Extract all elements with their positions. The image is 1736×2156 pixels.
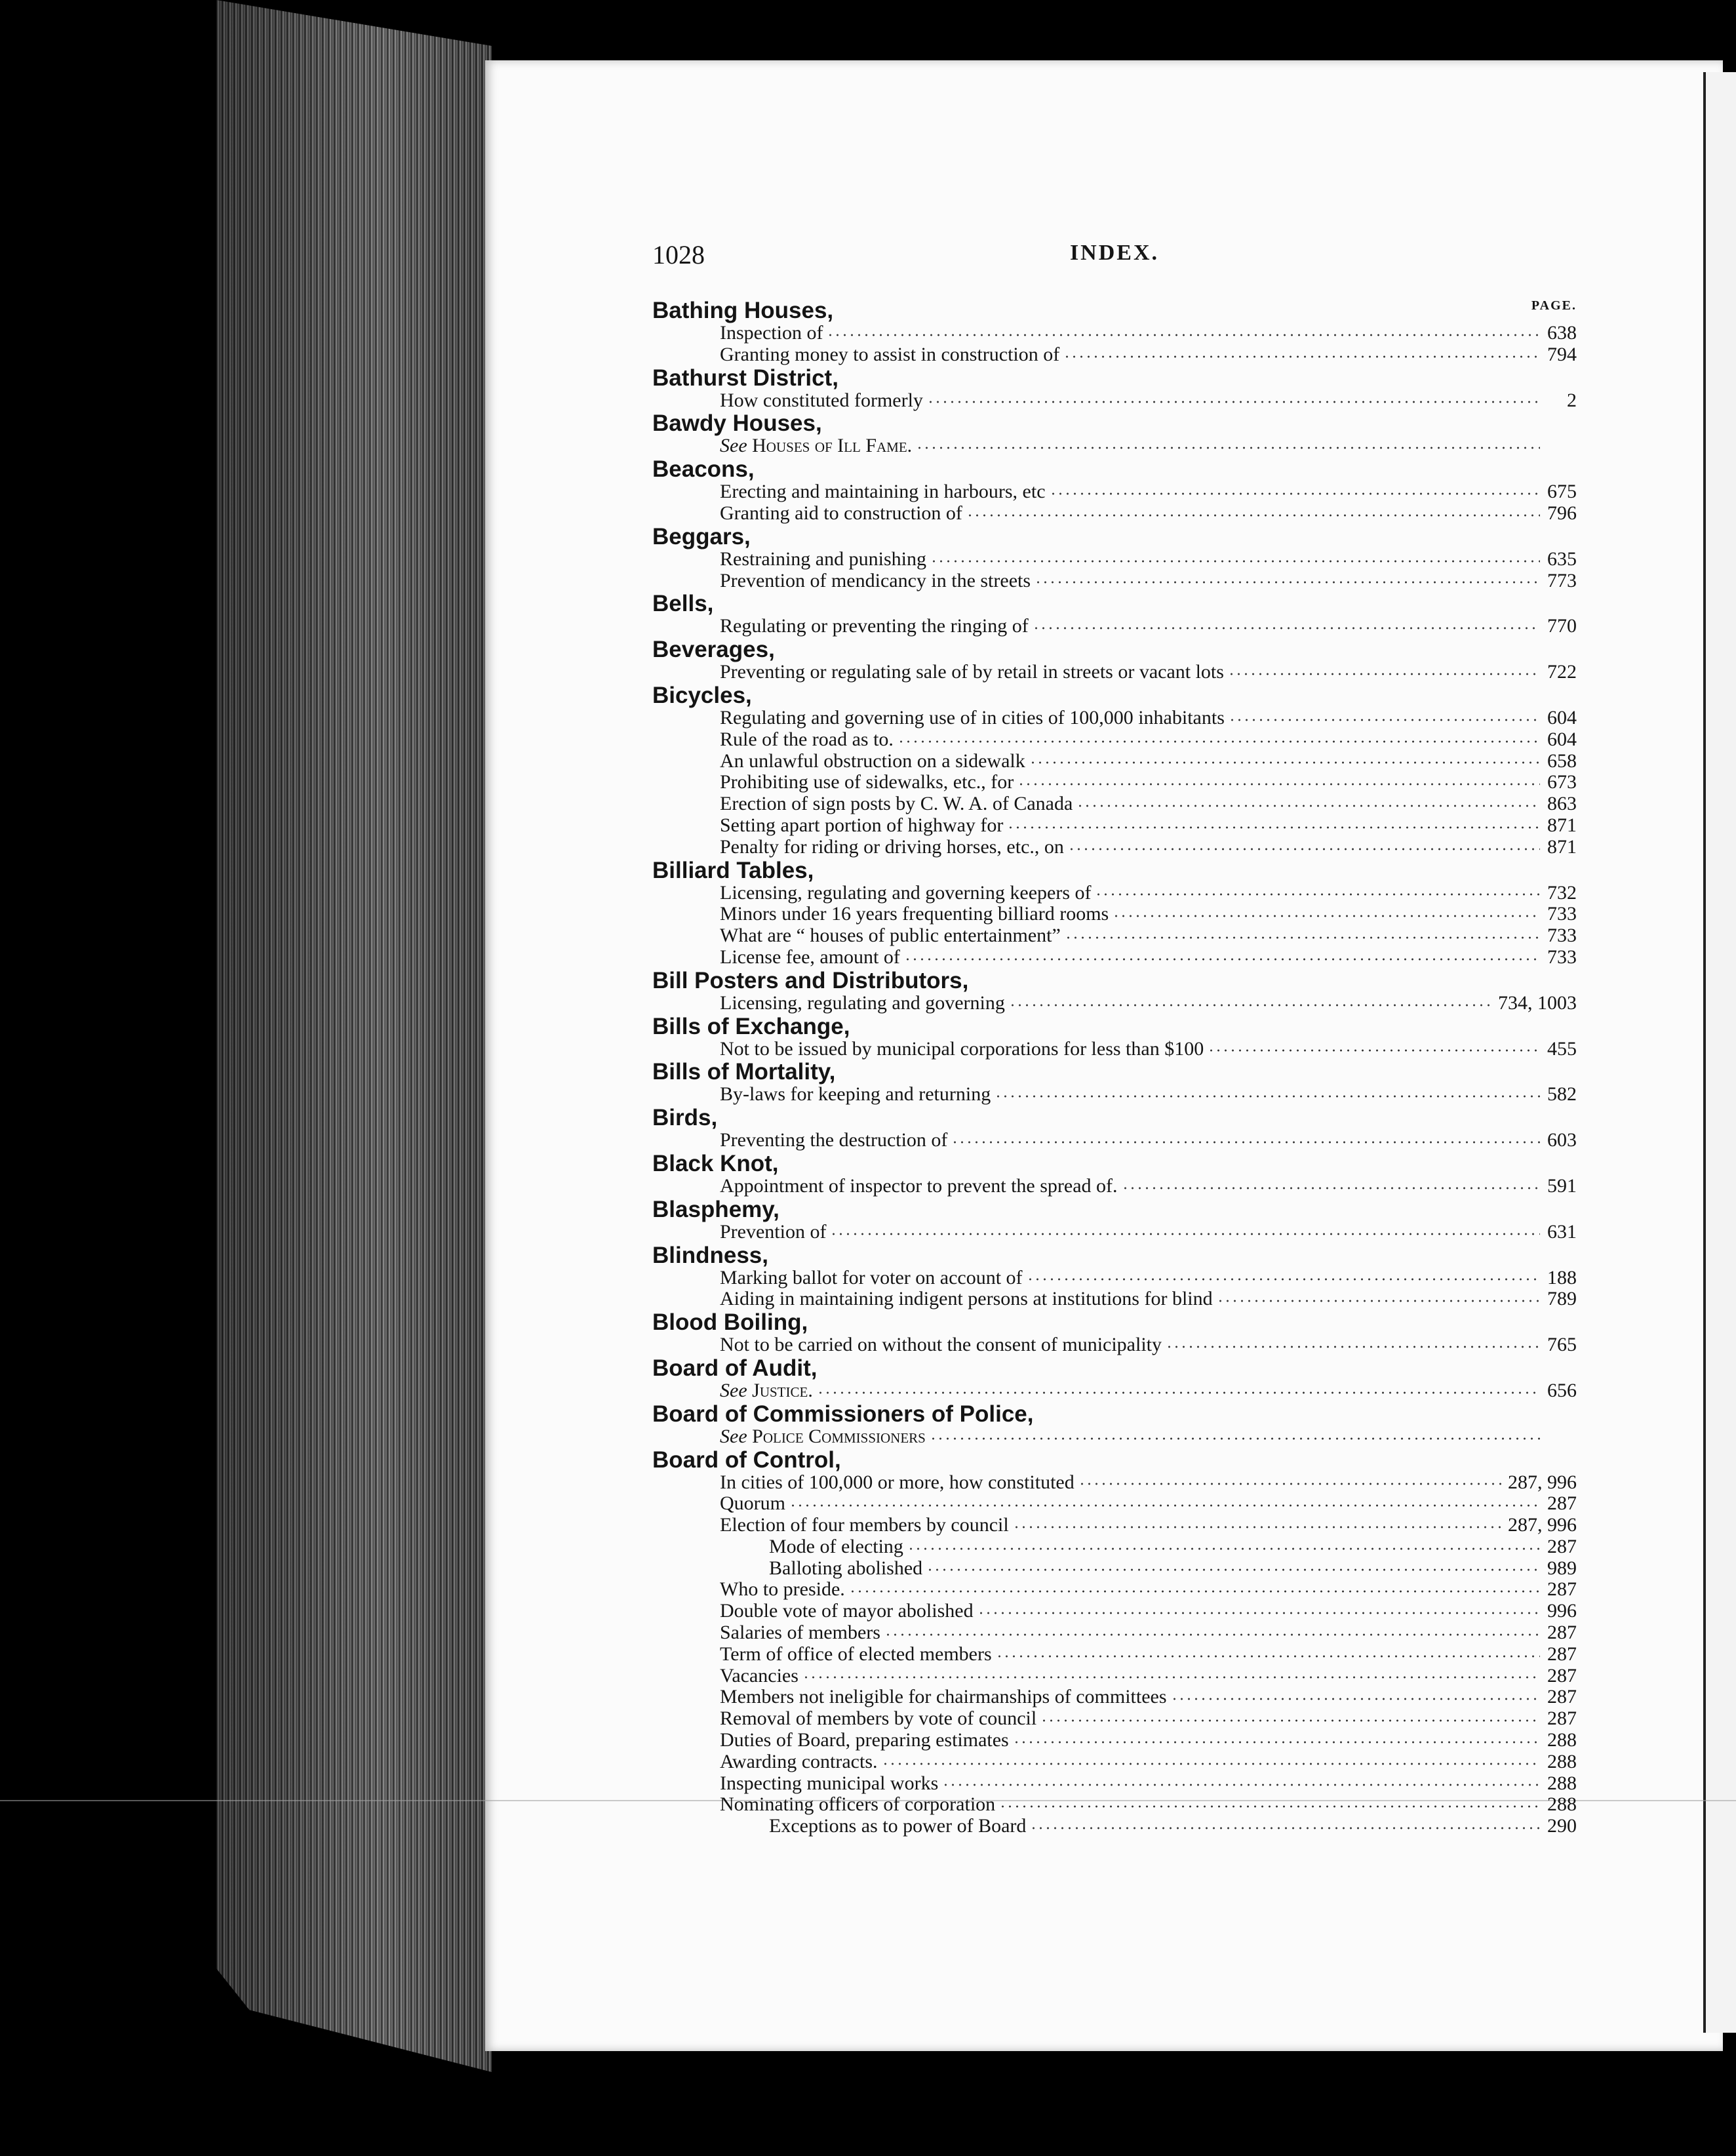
index-subentry [652, 1268, 1577, 1289]
page-reference: 989 [1547, 1557, 1577, 1579]
index-list [652, 298, 1577, 1837]
page-reference: 287 [1547, 1622, 1577, 1644]
index-subentry [652, 751, 1577, 772]
subentry-text: License fee, amount of [720, 946, 900, 968]
index-subentry [652, 570, 1577, 592]
subentry-text: Election of four members by council [720, 1514, 1009, 1536]
page-reference: 591 [1547, 1174, 1577, 1197]
index-subentry [652, 1536, 1577, 1558]
subentry-text: Erecting and maintaining in harbours, etc [720, 481, 1046, 503]
subentry-text: Appointment of inspector to prevent the spread of. [720, 1174, 1118, 1197]
page-reference: 796 [1547, 502, 1577, 524]
subentry-text: Who to preside. [720, 1578, 845, 1601]
page-reference: 871 [1547, 835, 1577, 858]
index-subentry [652, 344, 1577, 366]
page-reference: 188 [1547, 1266, 1577, 1288]
subentry-text: Vacancies [720, 1664, 799, 1687]
subentry-text: Setting apart portion of highway for [720, 814, 1004, 836]
dot-leader [817, 1389, 1540, 1396]
index-heading: Board of Audit, [652, 1355, 818, 1381]
subentry-text: Nominating officers of corporation [720, 1793, 996, 1816]
index-subentry [652, 837, 1577, 858]
page-reference: 658 [1547, 749, 1577, 772]
dot-leader [1171, 1696, 1540, 1702]
page-reference: 287 [1547, 1535, 1577, 1557]
dot-leader [995, 1093, 1540, 1100]
index-heading: Bells, [652, 591, 714, 617]
subentry-text: Balloting abolished [769, 1557, 923, 1579]
subentry-text: Prevention of [720, 1220, 827, 1243]
index-heading: Black Knot, [652, 1150, 779, 1176]
index-subentry [652, 549, 1577, 570]
index-subentry [652, 390, 1577, 412]
dot-leader [882, 1761, 1541, 1767]
index-subentry [652, 1601, 1577, 1622]
subentry-text: Preventing the destruction of [720, 1129, 948, 1151]
page-reference: 288 [1547, 1772, 1577, 1794]
subentry-text: Salaries of members [720, 1622, 880, 1644]
page-reference: 455 [1547, 1037, 1577, 1060]
subentry-text: Penalty for riding or driving horses, etc., on [720, 835, 1064, 858]
subentry-text: Not to be carried on without the consent of municipality [720, 1334, 1162, 1356]
page-reference: 290 [1547, 1815, 1577, 1837]
dot-leader [977, 1610, 1540, 1616]
dot-leader [827, 332, 1540, 338]
index-subentry [652, 947, 1577, 968]
index-subentry [652, 616, 1577, 637]
page-reference: 631 [1547, 1220, 1577, 1243]
index-subentry [652, 323, 1577, 344]
index-subentry [652, 1730, 1577, 1751]
page-reference: 733 [1547, 903, 1577, 925]
dot-leader [942, 1782, 1540, 1788]
index-heading: Blasphemy, [652, 1196, 779, 1222]
subentry-text: Members not ineligible for chairmanships of committees [720, 1686, 1167, 1708]
subentry-text: Granting money to assist in construction of [720, 343, 1060, 365]
subentry-text: Double vote of mayor abolished [720, 1600, 974, 1622]
dot-leader [926, 1567, 1540, 1573]
index-subentry [652, 883, 1577, 904]
page-reference: 722 [1547, 661, 1577, 683]
index-heading: Billiard Tables, [652, 857, 814, 883]
index-subentry [652, 435, 1577, 457]
dot-leader [1068, 846, 1540, 852]
subentry-text: An unlawful obstruction on a sidewalk [720, 749, 1025, 772]
subentry-text: Minors under 16 years frequenting billiard rooms [720, 903, 1109, 925]
dot-leader [907, 1546, 1540, 1552]
cross-reference [720, 435, 912, 456]
index-subentry [652, 1222, 1577, 1243]
page-number: 1028 [652, 240, 705, 270]
page-reference: 733 [1547, 946, 1577, 968]
subentry-text: By-laws for keeping and returning [720, 1083, 991, 1106]
index-subentry [652, 815, 1577, 837]
index-subentry [652, 662, 1577, 683]
dot-leader [1013, 1739, 1540, 1746]
dot-leader [1063, 353, 1540, 360]
index-subentry [652, 1515, 1577, 1536]
index-heading: Bathing Houses, [652, 298, 834, 323]
subentry-text: Not to be issued by municipal corporations for less than $100 [720, 1037, 1204, 1060]
index-heading: Blood Boiling, [652, 1309, 808, 1336]
index-subentry [652, 1794, 1577, 1816]
page-reference: 863 [1547, 793, 1577, 815]
index-heading: Board of Commissioners of Police, [652, 1401, 1034, 1427]
page-reference: 638 [1547, 322, 1577, 344]
dot-leader [1095, 891, 1540, 898]
index-subentry [652, 925, 1577, 947]
dot-leader [1040, 1717, 1540, 1724]
page-reference: 794 [1547, 343, 1577, 365]
page-reference: 287 [1547, 1686, 1577, 1708]
dot-leader [898, 738, 1540, 745]
cross-reference [720, 1380, 813, 1401]
dot-leader [1208, 1047, 1540, 1054]
subentry-text: Erection of sign posts by C. W. A. of Canada [720, 793, 1073, 815]
index-subentry [652, 993, 1577, 1014]
page-reference: 734, 1003 [1498, 991, 1577, 1014]
dot-leader [1007, 824, 1540, 831]
subentry-text: Prohibiting use of sidewalks, etc., for [720, 771, 1014, 793]
dot-leader [904, 956, 1540, 963]
page-reference: 288 [1547, 1793, 1577, 1816]
index-subentry [652, 1687, 1577, 1708]
dot-leader [1228, 671, 1540, 677]
dot-leader [830, 1231, 1540, 1237]
index-subentry [652, 1579, 1577, 1601]
page-reference: 288 [1547, 1729, 1577, 1751]
index-subentry [652, 1084, 1577, 1106]
page-reference: 603 [1547, 1129, 1577, 1151]
subentry-text: Awarding contracts. [720, 1750, 878, 1772]
page-reference: 996 [1547, 1600, 1577, 1622]
dot-leader [1217, 1298, 1540, 1304]
index-subentry [652, 1708, 1577, 1730]
subentry-text: Quorum [720, 1492, 785, 1515]
dot-leader [1030, 1825, 1540, 1831]
index-heading: Bawdy Houses, [652, 410, 822, 437]
dot-leader [1076, 803, 1540, 809]
index-subentry [652, 1558, 1577, 1580]
subentry-text: Term of office of elected members [720, 1643, 992, 1665]
dot-leader [930, 558, 1540, 565]
page-reference: 673 [1547, 771, 1577, 793]
subentry-text: Prevention of mendicancy in the streets [720, 569, 1031, 591]
page-reference: 604 [1547, 728, 1577, 750]
index-heading: Bills of Exchange, [652, 1013, 850, 1039]
index-subentry [652, 729, 1577, 751]
index-subentry [652, 481, 1577, 503]
index-subentry [652, 1039, 1577, 1060]
subentry-text: Licensing, regulating and governing keepers of [720, 881, 1092, 904]
subentry-text: Restraining and punishing [720, 548, 926, 570]
page-reference: 770 [1547, 615, 1577, 637]
page-reference: 287 [1547, 1643, 1577, 1665]
page-reference: 675 [1547, 481, 1577, 503]
dot-leader [1050, 490, 1540, 497]
dot-leader [1033, 625, 1540, 631]
dot-leader [1229, 717, 1540, 723]
index-heading: Bills of Mortality, [652, 1059, 836, 1085]
index-heading: Blindness, [652, 1242, 768, 1268]
dot-leader [1013, 1524, 1504, 1530]
cross-reference-target: Justice. [752, 1379, 813, 1401]
page-reference: 287 [1547, 1578, 1577, 1601]
subentry-text: Licensing, regulating and governing [720, 991, 1005, 1014]
subentry-text: Aiding in maintaining indigent persons at institutions for blind [720, 1288, 1213, 1310]
dot-leader [1065, 934, 1540, 941]
page-reference: 287, 996 [1508, 1471, 1577, 1493]
dot-leader [1122, 1185, 1540, 1191]
page-column-label: PAGE. [1531, 298, 1577, 313]
index-heading: Bathurst District, [652, 365, 838, 391]
dot-leader [999, 1803, 1540, 1810]
dot-leader [966, 512, 1540, 519]
page-title: INDEX. [1069, 241, 1160, 265]
page-reference: 871 [1547, 814, 1577, 836]
adjacent-page-edge [1703, 72, 1736, 2033]
index-subentry [652, 1773, 1577, 1795]
subentry-text: Inspection of [720, 322, 823, 344]
page-reference: 287, 996 [1508, 1514, 1577, 1536]
dot-leader [849, 1588, 1540, 1595]
see-label: See [720, 1425, 747, 1447]
see-label: See [720, 435, 747, 457]
index-subentry [652, 1288, 1577, 1310]
subentry-text: Duties of Board, preparing estimates [720, 1729, 1009, 1751]
index-heading: Beacons, [652, 456, 755, 483]
index-subentry [652, 1493, 1577, 1515]
index-heading: Beggars, [652, 523, 751, 549]
index-subentry [652, 1176, 1577, 1197]
dot-leader [1017, 781, 1540, 788]
subentry-text: Preventing or regulating sale of by retail in streets or vacant lots [720, 661, 1224, 683]
subentry-text: Regulating or preventing the ringing of [720, 615, 1029, 637]
dot-leader [930, 1435, 1540, 1442]
subentry-text: Inspecting municipal works [720, 1772, 939, 1794]
index-subentry [652, 1426, 1577, 1448]
subentry-text: What are “ houses of public entertainment” [720, 925, 1061, 947]
page-reference: 773 [1547, 569, 1577, 591]
page-reference: 732 [1547, 881, 1577, 904]
index-subentry [652, 1472, 1577, 1494]
dot-leader [789, 1502, 1540, 1509]
subentry-text: How constituted formerly [720, 389, 923, 411]
index-heading: Board of Control, [652, 1447, 841, 1473]
subentry-text: Marking ballot for voter on account of [720, 1266, 1023, 1288]
dot-leader [1027, 1276, 1540, 1283]
dot-leader [916, 445, 1540, 451]
index-subentry [652, 1130, 1577, 1151]
index-subentry [652, 772, 1577, 793]
subentry-text: Removal of members by vote of council [720, 1707, 1037, 1730]
page-reference: 604 [1547, 706, 1577, 729]
index-subentry [652, 503, 1577, 525]
dot-leader [1078, 1481, 1504, 1487]
subentry-text: Rule of the road as to. [720, 728, 894, 750]
index-subentry [652, 1644, 1577, 1666]
page-reference: 789 [1547, 1288, 1577, 1310]
page-reference: 287 [1547, 1707, 1577, 1730]
index-subentry [652, 1380, 1577, 1402]
index-subentry [652, 1751, 1577, 1773]
dot-leader [884, 1631, 1540, 1638]
index-subentry [652, 904, 1577, 925]
dot-leader [802, 1674, 1540, 1681]
running-head [652, 239, 1577, 268]
page-reference: 635 [1547, 548, 1577, 570]
index-heading: Bill Posters and Distributors, [652, 967, 969, 993]
dot-leader [927, 399, 1540, 405]
subentry-text: Mode of electing [769, 1535, 903, 1557]
subentry-text: Regulating and governing use of in cities of 100,000 inhabitants [720, 706, 1225, 729]
cross-reference-target: Houses of Ill Fame. [752, 435, 913, 457]
page-reference: 2 [1567, 389, 1577, 411]
page-reference: 765 [1547, 1334, 1577, 1356]
cross-reference [720, 1426, 926, 1447]
index-subentry [652, 1816, 1577, 1837]
dot-leader [996, 1653, 1540, 1660]
dot-leader [1113, 913, 1540, 919]
index-heading: Bicycles, [652, 682, 752, 708]
index-subentry [652, 793, 1577, 815]
index-heading: Beverages, [652, 637, 775, 663]
index-subentry [652, 708, 1577, 729]
page-reference: 288 [1547, 1750, 1577, 1772]
cross-reference-target: Police Commissioners [752, 1425, 926, 1447]
index-heading: Birds, [652, 1105, 718, 1131]
dot-leader [1029, 759, 1540, 766]
index-subentry [652, 1334, 1577, 1356]
dot-leader [951, 1139, 1540, 1146]
dot-leader [1035, 579, 1540, 586]
page-reference: 287 [1547, 1664, 1577, 1687]
book-page-edges-shading [216, 0, 492, 2072]
dot-leader [1009, 1002, 1494, 1008]
index-subentry [652, 1622, 1577, 1644]
page-reference: 733 [1547, 925, 1577, 947]
page-reference: 656 [1547, 1379, 1577, 1401]
page-reference: 287 [1547, 1492, 1577, 1515]
index-subentry [652, 1666, 1577, 1687]
dot-leader [1166, 1344, 1540, 1350]
page-reference: 582 [1547, 1083, 1577, 1106]
see-label: See [720, 1379, 747, 1401]
subentry-text: Exceptions as to power of Board [769, 1815, 1027, 1837]
subentry-text: Granting aid to construction of [720, 502, 962, 524]
subentry-text: In cities of 100,000 or more, how constituted [720, 1471, 1075, 1493]
